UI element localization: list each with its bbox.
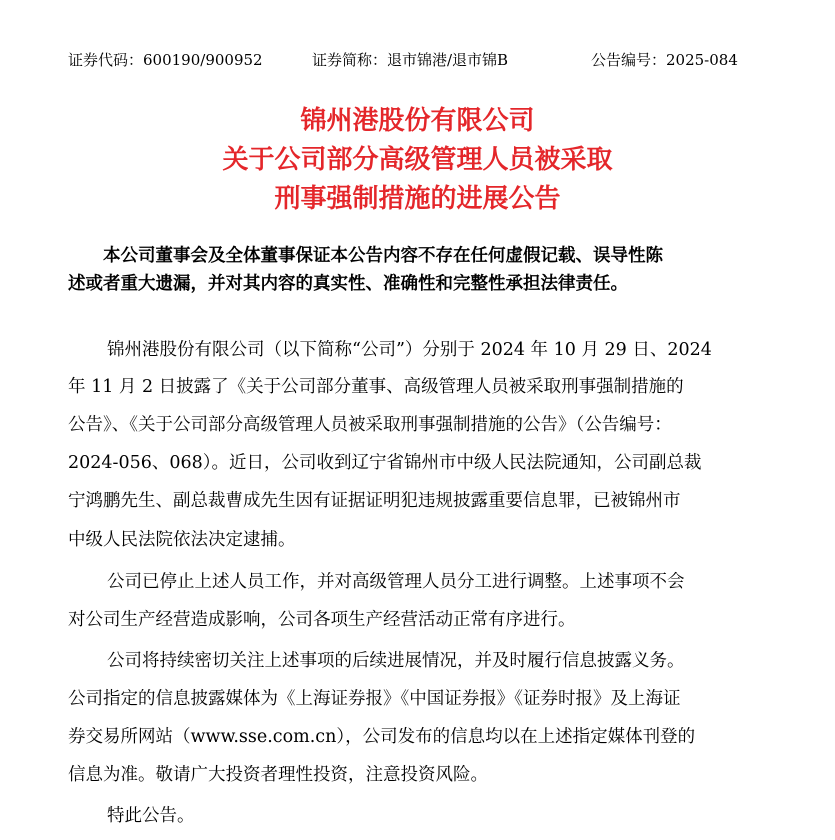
closing-text: 特此公告。 (107, 806, 195, 826)
paragraph-2-line: 对公司生产经营造成影响，公司各项生产经营活动正常有序进行。 (68, 610, 576, 630)
paragraph-3-line: 公司将持续密切关注上述事项的后续进展情况，并及时履行信息披露义务。 (107, 651, 685, 671)
stock-code: 证券代码：600190/900952 (68, 51, 263, 69)
title-subject-cont: 刑事强制措施的进展公告 (274, 184, 561, 214)
paragraph-1-line: 锦州港股份有限公司（以下简称“公司”）分别于 2024 年 10 月 29 日、2024 (107, 340, 712, 360)
title-company: 锦州港股份有限公司 (300, 106, 535, 136)
paragraph-1-line: 年 11 月 2 日披露了《关于公司部分董事、高级管理人员被采取刑事强制措施的 (68, 377, 684, 397)
paragraph-3-line: 券交易所网站（www.sse.com.cn），公司发布的信息均以在上述指定媒体刊登的 (68, 727, 696, 747)
paragraph-1-line: 中级人民法院依法决定逮捕。 (68, 530, 296, 550)
board-declaration (68, 242, 768, 298)
title-subject: 关于公司部分高级管理人员被采取 (222, 145, 613, 175)
paragraph-1-line: 宁鸿鹏先生、副总裁曹成先生因有证据证明犯违规披露重要信息罪，已被锦州市 (68, 491, 681, 511)
paragraph-3-line: 公司指定的信息披露媒体为《上海证券报》《中国证券报》《证券时报》及上海证 (68, 689, 681, 709)
declaration-line: 述或者重大遗漏，并对其内容的真实性、准确性和完整性承担法律责任。 (68, 274, 628, 294)
paragraph-2-line: 公司已停止上述人员工作，并对高级管理人员分工进行调整。上述事项不会 (107, 572, 685, 592)
paragraph-1-line: 公告》、《关于公司部分高级管理人员被采取刑事强制措施的公告》（公告编号： (68, 415, 672, 435)
stock-abbreviation: 证券简称：退市锦港/退市锦B (312, 51, 509, 69)
paragraph-1-line: 2024-056、068）。近日，公司收到辽宁省锦州市中级人民法院通知，公司副总裁 (68, 453, 702, 473)
announcement-number: 公告编号：2025-084 (591, 51, 738, 69)
paragraph-3-line: 信息为准。敬请广大投资者理性投资，注意投资风险。 (68, 765, 488, 785)
declaration-line: 本公司董事会及全体董事保证本公告内容不存在任何虚假记载、误导性陈 (103, 246, 663, 266)
